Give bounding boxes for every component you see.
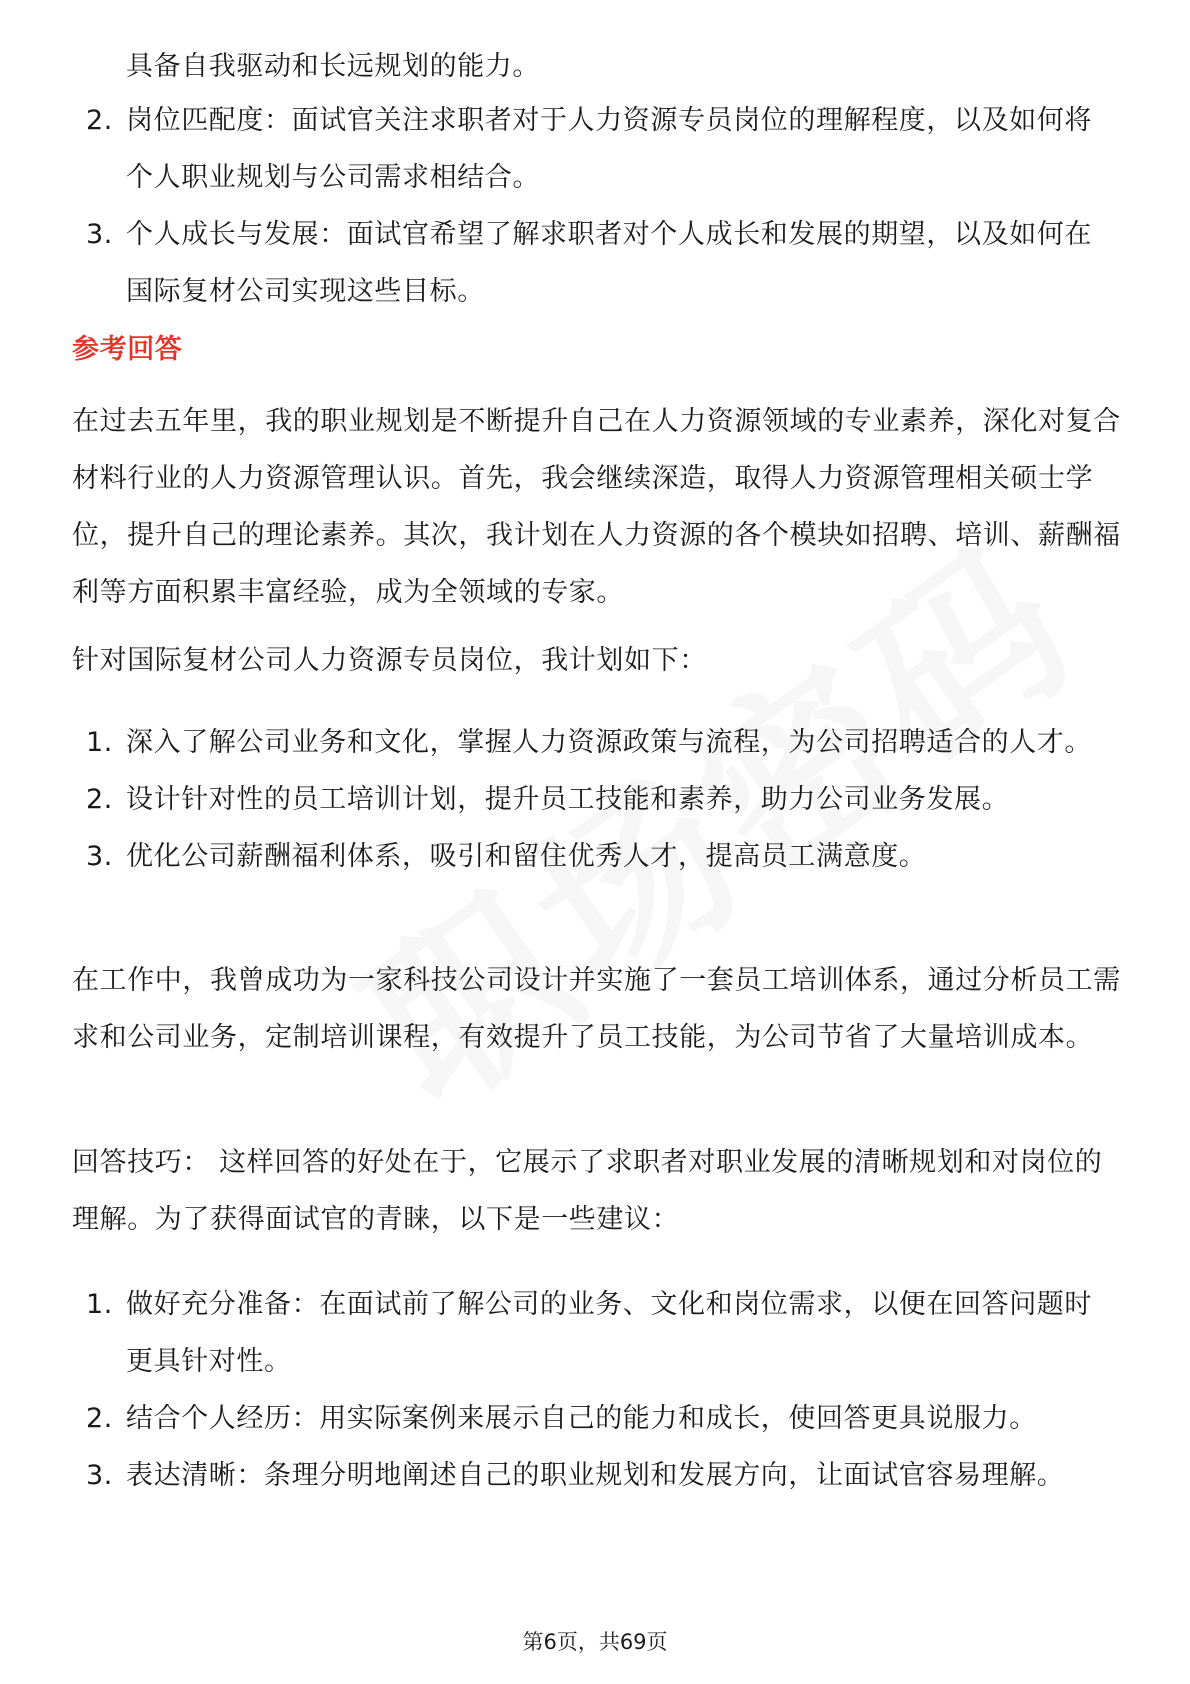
list-number: 3. [86, 219, 113, 250]
list-number: 2. [86, 784, 113, 815]
list-number: 1. [86, 1289, 113, 1320]
list-item-text: 岗位匹配度：面试官关注求职者对于人力资源专员岗位的理解程度，以及如何将个人职业规划与公司需求相结合。 [126, 105, 1092, 193]
list-item [0, 1390, 1116, 1447]
list-item [0, 771, 1116, 828]
list-item [0, 828, 1116, 885]
list-item [0, 714, 1116, 771]
list-number: 1. [86, 727, 113, 758]
list-item-text: 个人成长与发展：面试官希望了解求职者对个人成长和发展的期望，以及如何在国际复材公司实现这些目标。 [126, 219, 1092, 307]
section-heading-reference-answer: 参考回答 [72, 334, 183, 365]
list-item-text: 深入了解公司业务和文化，掌握人力资源政策与流程，为公司招聘适合的人才。 [126, 727, 1092, 758]
list-item-text: 结合个人经历：用实际案例来展示自己的能力和成长，使回答更具说服力。 [126, 1403, 1037, 1434]
list-item [0, 206, 1116, 320]
answer-paragraph-2: 针对国际复材公司人力资源专员岗位，我计划如下： [72, 645, 707, 676]
list-number: 3. [86, 841, 113, 872]
list-number: 3. [86, 1460, 113, 1491]
focus-list-continuation [0, 38, 1190, 95]
focus-list [0, 92, 1190, 320]
list-item [0, 1276, 1116, 1390]
list-item-text: 设计针对性的员工培训计划，提升员工技能和素养，助力公司业务发展。 [126, 784, 1010, 815]
list-item-text: 做好充分准备：在面试前了解公司的业务、文化和岗位需求，以便在回答问题时更具针对性。 [126, 1289, 1092, 1377]
answer-paragraph-1: 在过去五年里，我的职业规划是不断提升自己在人力资源领域的专业素养，深化对复合材料行业的人力资源管理认识。首先，我会继续深造，取得人力资源管理相关硕士学位，提升自己的理论素养。其次，我计划在人力资源的各个模块如招聘、培训、薪酬福利等方面积累丰富经验，成为全领域的专家。 [72, 406, 1121, 608]
list-item-text: 优化公司薪酬福利体系，吸引和留住优秀人才，提高员工满意度。 [126, 841, 927, 872]
plan-list [0, 714, 1190, 885]
tips-list [0, 1276, 1190, 1504]
list-item [0, 92, 1116, 206]
list-item [0, 38, 1116, 95]
list-item [0, 1447, 1116, 1504]
tips-paragraph: 回答技巧： 这样回答的好处在于，它展示了求职者对职业发展的清晰规划和对岗位的理解。为了获得面试官的青睐，以下是一些建议： [72, 1147, 1103, 1235]
page-number-footer: 第6页，共69页 [522, 1630, 668, 1654]
answer-paragraph-3: 在工作中，我曾成功为一家科技公司设计并实施了一套员工培训体系，通过分析员工需求和公司业务，定制培训课程，有效提升了员工技能，为公司节省了大量培训成本。 [72, 965, 1121, 1053]
list-item-text: 具备自我驱动和长远规划的能力。 [126, 51, 540, 82]
list-item-text: 表达清晰：条理分明地阐述自己的职业规划和发展方向，让面试官容易理解。 [126, 1460, 1065, 1491]
list-number: 2. [86, 1403, 113, 1434]
list-number: 2. [86, 105, 113, 136]
